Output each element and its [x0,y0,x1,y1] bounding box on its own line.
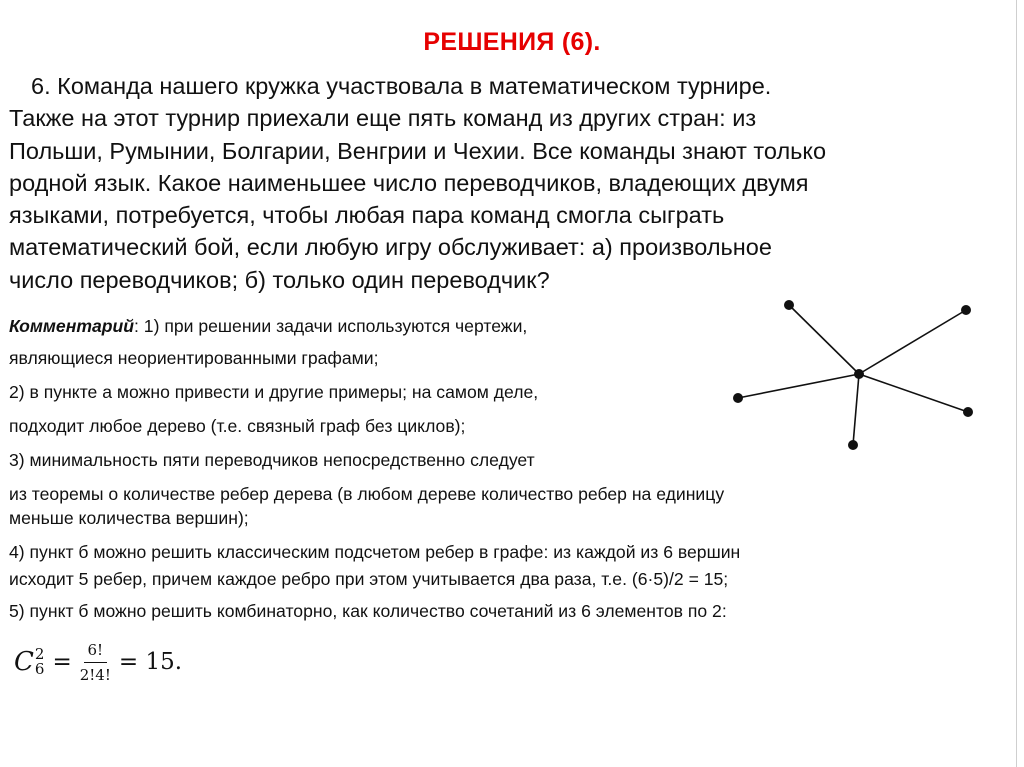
problem-line: математический бой, если любую игру обслуживает: а) произвольное [9,234,772,261]
problem-line: языками, потребуется, чтобы любая пара команд смогла сыграть [9,202,725,229]
slide-title: РЕШЕНИЯ (6). [423,28,601,56]
comment-label: Комментарий [9,316,135,336]
formula-superscript: 2 [34,645,45,663]
comment-line: из теоремы о количестве ребер дерева (в любом дереве количество ребер на единицу [9,484,725,504]
graph-vertex [963,407,973,417]
graph-vertex [784,300,794,310]
formula-fraction [80,641,111,684]
formula-denominator: 2!4! [79,665,111,684]
problem-statement [9,70,999,296]
comment-line [9,316,527,337]
graph-edge [738,374,859,398]
problem-line: родной язык. Какое наименьшее число переводчиков, владеющих двумя [9,169,809,196]
graph-edge [859,374,968,412]
comment-line: меньше количества вершин); [9,508,249,528]
graph-vertex-center [854,369,864,379]
comment-line: являющиеся неориентированными графами; [9,348,379,368]
graph-vertex [733,393,743,403]
graph-edge [859,310,966,374]
graph-vertex [848,440,858,450]
formula-equals: = [52,649,72,675]
formula-subscript: 6 [34,660,45,678]
formula-scripts [35,647,45,677]
graph-edge [789,305,859,374]
comment-text: : 1) при решении задачи используются чертежи, [134,316,528,336]
comment-line: 4) пункт б можно решить классическим подсчетом ребер в графе: из каждой из 6 вершин [9,542,741,562]
problem-line: Также на этот турнир приехали еще пять команд из других стран: из [9,105,757,132]
graph-edge [853,374,859,445]
combination-formula [14,634,182,690]
star-tree-graph [720,290,990,460]
graph-vertex [961,305,971,315]
comment-line: 2) в пункте а можно привести и другие примеры; на самом деле, [9,382,539,402]
comment-line: 5) пункт б можно решить комбинаторно, как количество сочетаний из 6 элементов по 2: [9,601,727,621]
comment-line: 3) минимальность пяти переводчиков непосредственно следует [9,450,535,470]
problem-line: Польши, Румынии, Болгарии, Венгрии и Чехии. Все команды знают только [9,137,827,164]
comment-line: подходит любое дерево (т.е. связный граф без циклов); [9,416,466,436]
formula-symbol: C [14,647,34,677]
formula-numerator: 6! [84,641,108,663]
problem-line: число переводчиков; б) только один переводчик? [9,266,550,293]
problem-line: 6. Команда нашего кружка участвовала в математическом турнире. [31,73,772,99]
comment-line: исходит 5 ребер, причем каждое ребро при этом учитывается два раза, т.е. (6·5)/2 = 15; [9,569,729,589]
formula-result: = 15. [118,649,183,675]
